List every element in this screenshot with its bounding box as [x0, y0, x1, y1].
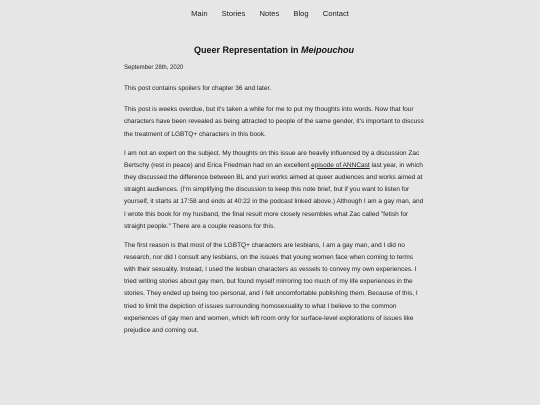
paragraph-intro: This post is weeks overdue, but it's taken a while for me to put my thoughts into words. Now that four characters have been revealed as being attracted to people of the same gender, it's important to discuss the treatment of LGBTQ+ characters in this book. — [124, 106, 424, 138]
nav-link-contact[interactable]: Contact — [322, 9, 349, 18]
title-prefix: Queer Representation in — [193, 45, 302, 55]
article — [124, 45, 424, 344]
post-date: September 28th, 2020 — [124, 65, 184, 71]
nav-link-stories[interactable]: Stories — [221, 9, 246, 18]
paragraph-background-text-b: last year, in which they discussed the difference between BL and yuri works aimed at queer audiences and works aimed at straight audiences. (I'm simplifying the discussion to keep this note brief, but if you want to listen for yourself, it starts at 17:58 and ends at 40:22 in the podcast linked above.) Although I am a gay man, and I wrote this book for my husband, the final result more closely resembles what Zac called "fetish for straight people." There are a couple reasons for this. — [124, 161, 424, 230]
title-book-name: Meipouchou — [301, 45, 355, 55]
nav-link-main[interactable]: Main — [191, 9, 208, 18]
page-title — [124, 45, 424, 55]
anncast-episode-link[interactable]: episode of ANNCast — [311, 161, 370, 169]
nav-link-blog[interactable]: Blog — [293, 9, 309, 18]
top-navigation — [0, 9, 540, 18]
nav-link-notes[interactable]: Notes — [259, 9, 280, 18]
paragraph-background — [124, 148, 424, 233]
spoiler-notice: This post contains spoilers for chapter 36 and later. — [124, 85, 272, 92]
paragraph-first-reason: The first reason is that most of the LGBTQ+ characters are lesbians, I am a gay man, and I did no research, nor did I consult any lesbians, on the issues that young women face when coming to terms with their sexuality. Instead, I used the lesbian characters as vessels to convey my own experiences. I tried writing stories about gay men, but found myself mirroring too much of my life experiences in the stories. They ended up being too personal, and I felt uncomfortable publishing them. Because of this, I tried to limit the depiction of issues surrounding homosexuality to what I believe to the common experiences of gay men and women, which left room only for surface-level explorations of issues like prejudice and coming out. — [124, 241, 418, 335]
paragraph-background-text-a: I am not an expert on the subject. My thoughts on this issue are heavily influenced by a discussion Zac Bertschy (rest in peace) and Erica Friedman had on an excellent — [124, 149, 420, 169]
